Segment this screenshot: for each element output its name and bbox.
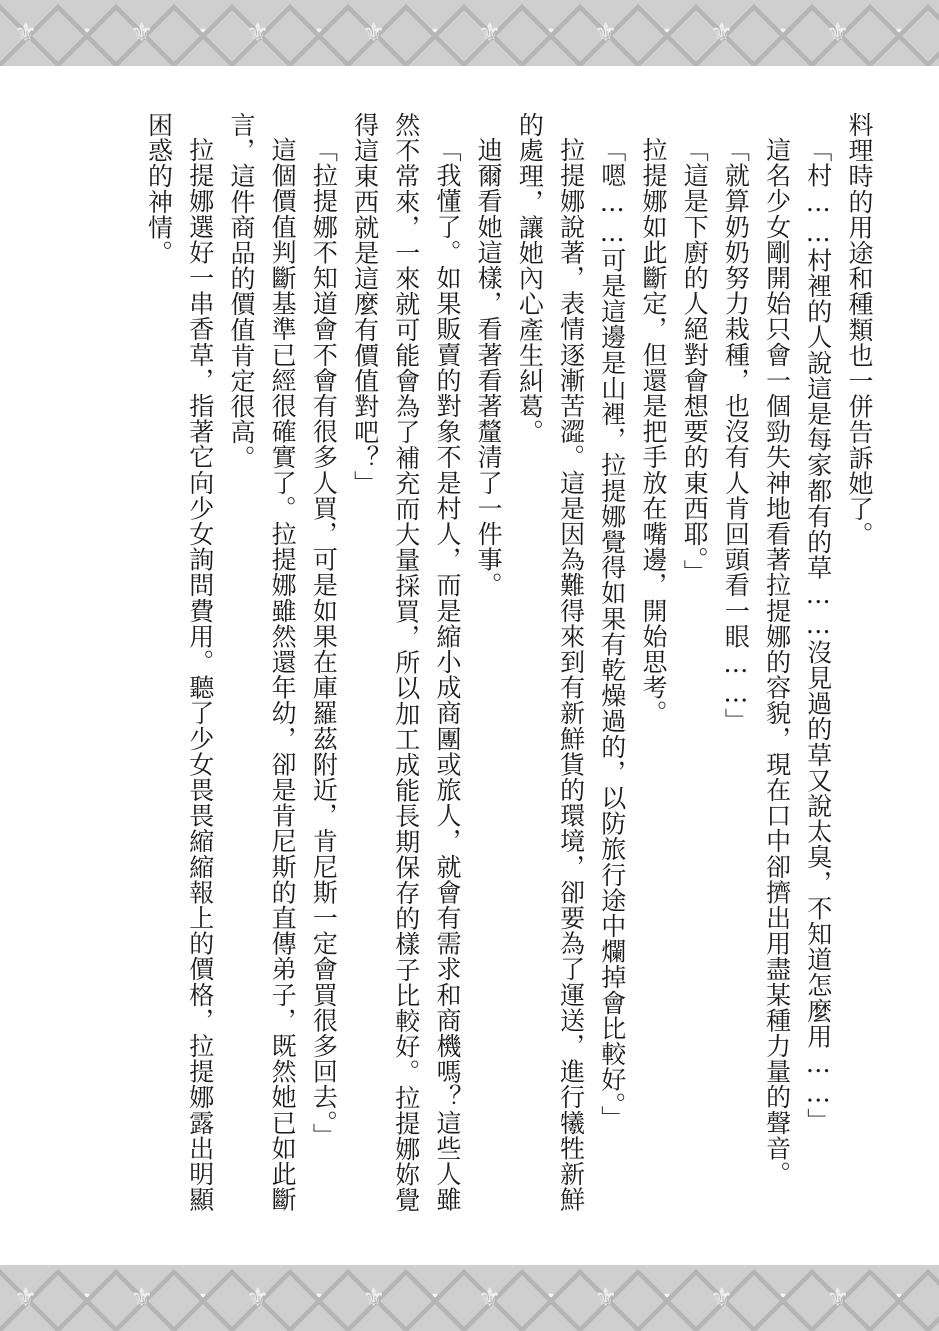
fleur-de-lis-icon: ⚜ xyxy=(362,18,386,48)
paragraph: 這個價值判斷基準已經很確實了。拉提娜雖然還年幼，卻是肯尼斯的直傳弟子，既然她已如此斷言，這件商品的價值肯定很高。 xyxy=(226,112,298,1213)
fleur-de-lis-icon: ⚜ xyxy=(710,1283,734,1313)
dialogue-line: 「村……村裡的人說這是每家都有的草……沒見過的草又說太臭，不知道怎麼用……」 xyxy=(803,137,833,1134)
paragraph: 拉提娜說著，表情逐漸苦澀。這是因為難得來到有新鮮貨的環境，卻要為了運送，進行犧牲新鮮的處理，讓她內心產生糾葛。 xyxy=(515,112,586,1213)
fleur-de-lis-icon: ⚜ xyxy=(826,1283,850,1313)
paragraph: 迪爾看她這樣，看著看著釐清了一件事。 xyxy=(474,137,504,598)
fleur-de-lis-icon: ⚜ xyxy=(130,18,154,48)
fleur-de-lis-icon: ⚜ xyxy=(710,18,734,48)
paragraph: 拉提娜如此斷定，但還是把手放在嘴邊，開始思考。 xyxy=(638,137,668,726)
fleur-de-lis-icon: ⚜ xyxy=(478,1283,502,1313)
fleur-de-lis-icon: ⚜ xyxy=(246,1283,270,1313)
novel-page-body xyxy=(90,112,880,1222)
bottom-decorative-band xyxy=(0,1265,939,1331)
fleur-de-lis-icon: ⚜ xyxy=(478,18,502,48)
dialogue-line: 「這是下廚的人絕對會想要的東西耶。」 xyxy=(680,137,710,586)
dialogue-line: 「拉提娜不知道會不會有很多人買，可是如果在庫羅茲附近，肯尼斯一定會買很多回去。」 xyxy=(309,137,339,1149)
fleur-de-lis-icon: ⚜ xyxy=(826,18,850,48)
fleur-de-lis-icon: ⚜ xyxy=(14,1283,38,1313)
dialogue-line: 「就算奶奶努力栽種，也沒有人肯回頭看一眼……」 xyxy=(721,137,751,734)
top-decorative-band xyxy=(0,0,939,66)
paragraph: 這名少女剛開始只會一個勁失神地看著拉提娜的容貌，現在口中卻擠出用盡某種力量的聲音。 xyxy=(762,137,792,1187)
fleur-de-lis-icon: ⚜ xyxy=(246,18,270,48)
fleur-de-lis-icon: ⚜ xyxy=(14,18,38,48)
fleur-de-lis-icon: ⚜ xyxy=(594,18,618,48)
fleur-de-lis-icon: ⚜ xyxy=(594,1283,618,1313)
dialogue-line: 「嗯……可是這邊是山裡，拉提娜覺得如果有乾燥過的，以防旅行途中爛掉會比較好。」 xyxy=(597,137,627,1131)
fleur-de-lis-icon: ⚜ xyxy=(130,1283,154,1313)
paragraph: 料理時的用途和種類也一併告訴她了。 xyxy=(845,112,874,548)
dialogue-line: 「我懂了。如果販賣的對象不是村人，而是縮小成商團或旅人，就會有需求和商機嗎？這些人雖然不常來，一來就可能會為了補充而大量採買，所以加工成能長期保存的樣子比較好。拉提娜妳覺得這東西就是這麼有價值對吧？」 xyxy=(350,112,462,1213)
fleur-de-lis-icon: ⚜ xyxy=(362,1283,386,1313)
paragraph: 拉提娜選好一串香草，指著它向少女詢問費用。聽了少女畏畏縮縮報上的價格，拉提娜露出明顯困惑的神情。 xyxy=(144,112,215,1213)
